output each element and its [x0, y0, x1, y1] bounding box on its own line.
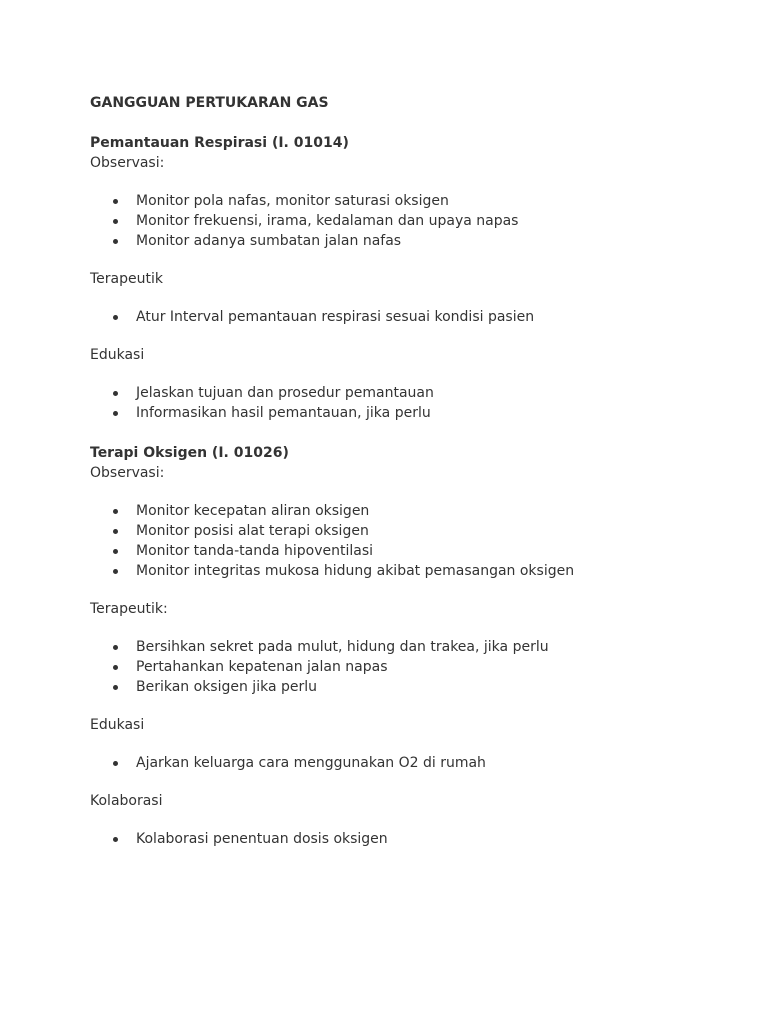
intervention-block: [90, 133, 730, 423]
bullet-icon: [113, 199, 118, 204]
list-item-text: Monitor posisi alat terapi oksigen: [136, 523, 369, 539]
list-item: [90, 501, 730, 521]
bullet-icon: [113, 569, 118, 574]
list-item-text: Jelaskan tujuan dan prosedur pemantauan: [136, 385, 434, 401]
bullet-icon: [113, 837, 118, 842]
bullet-icon: [113, 509, 118, 514]
list-item-text: Atur Interval pemantauan respirasi sesuai kondisi pasien: [136, 309, 535, 325]
bullet-list: [90, 307, 730, 327]
list-item-text: Kolaborasi penentuan dosis oksigen: [136, 831, 388, 847]
list-item: [90, 829, 730, 849]
list-item: [90, 403, 730, 423]
section-label: Observasi:: [90, 155, 165, 171]
bullet-icon: [113, 239, 118, 244]
section-label: Edukasi: [90, 717, 145, 733]
bullet-list: [90, 829, 730, 849]
bullet-icon: [113, 391, 118, 396]
bullet-list: [90, 753, 730, 773]
list-item: [90, 677, 730, 697]
list-item: [90, 637, 730, 657]
intervention-block: [90, 443, 730, 849]
list-item-text: Monitor adanya sumbatan jalan nafas: [136, 233, 402, 249]
bullet-list: [90, 191, 730, 251]
list-item: [90, 231, 730, 251]
list-item: [90, 383, 730, 403]
section-label: Observasi:: [90, 465, 165, 481]
section-label: Kolaborasi: [90, 793, 163, 809]
list-item-text: Monitor integritas mukosa hidung akibat pemasangan oksigen: [136, 563, 575, 579]
list-item-text: Monitor frekuensi, irama, kedalaman dan upaya napas: [136, 213, 519, 229]
bullet-list: [90, 501, 730, 581]
bullet-icon: [113, 665, 118, 670]
section-label: Terapeutik: [90, 271, 163, 287]
bullet-icon: [113, 219, 118, 224]
list-item: [90, 191, 730, 211]
bullet-list: [90, 637, 730, 697]
bullet-icon: [113, 315, 118, 320]
list-item-text: Ajarkan keluarga cara menggunakan O2 di rumah: [136, 755, 486, 771]
bullet-icon: [113, 411, 118, 416]
list-item: [90, 521, 730, 541]
list-item-text: Monitor pola nafas, monitor saturasi oksigen: [136, 193, 449, 209]
bullet-icon: [113, 685, 118, 690]
bullet-list: [90, 383, 730, 423]
bullet-icon: [113, 549, 118, 554]
bullet-icon: [113, 761, 118, 766]
list-item: [90, 541, 730, 561]
section-label: Terapeutik:: [90, 601, 168, 617]
list-item-text: Monitor kecepatan aliran oksigen: [136, 503, 370, 519]
intervention-heading: Pemantauan Respirasi (I. 01014): [90, 135, 349, 151]
bullet-icon: [113, 645, 118, 650]
section-label: Edukasi: [90, 347, 145, 363]
bullet-icon: [113, 529, 118, 534]
list-item-text: Pertahankan kepatenan jalan napas: [136, 659, 388, 675]
list-item: [90, 211, 730, 231]
document-body: [90, 93, 730, 849]
list-item: [90, 307, 730, 327]
list-item-text: Bersihkan sekret pada mulut, hidung dan trakea, jika perlu: [136, 639, 549, 655]
list-item: [90, 561, 730, 581]
document-title: GANGGUAN PERTUKARAN GAS: [90, 95, 329, 111]
list-item-text: Monitor tanda-tanda hipoventilasi: [136, 543, 374, 559]
list-item-text: Berikan oksigen jika perlu: [136, 679, 317, 695]
list-item: [90, 753, 730, 773]
list-item-text: Informasikan hasil pemantauan, jika perlu: [136, 405, 431, 421]
list-item: [90, 657, 730, 677]
intervention-heading: Terapi Oksigen (I. 01026): [90, 445, 289, 461]
